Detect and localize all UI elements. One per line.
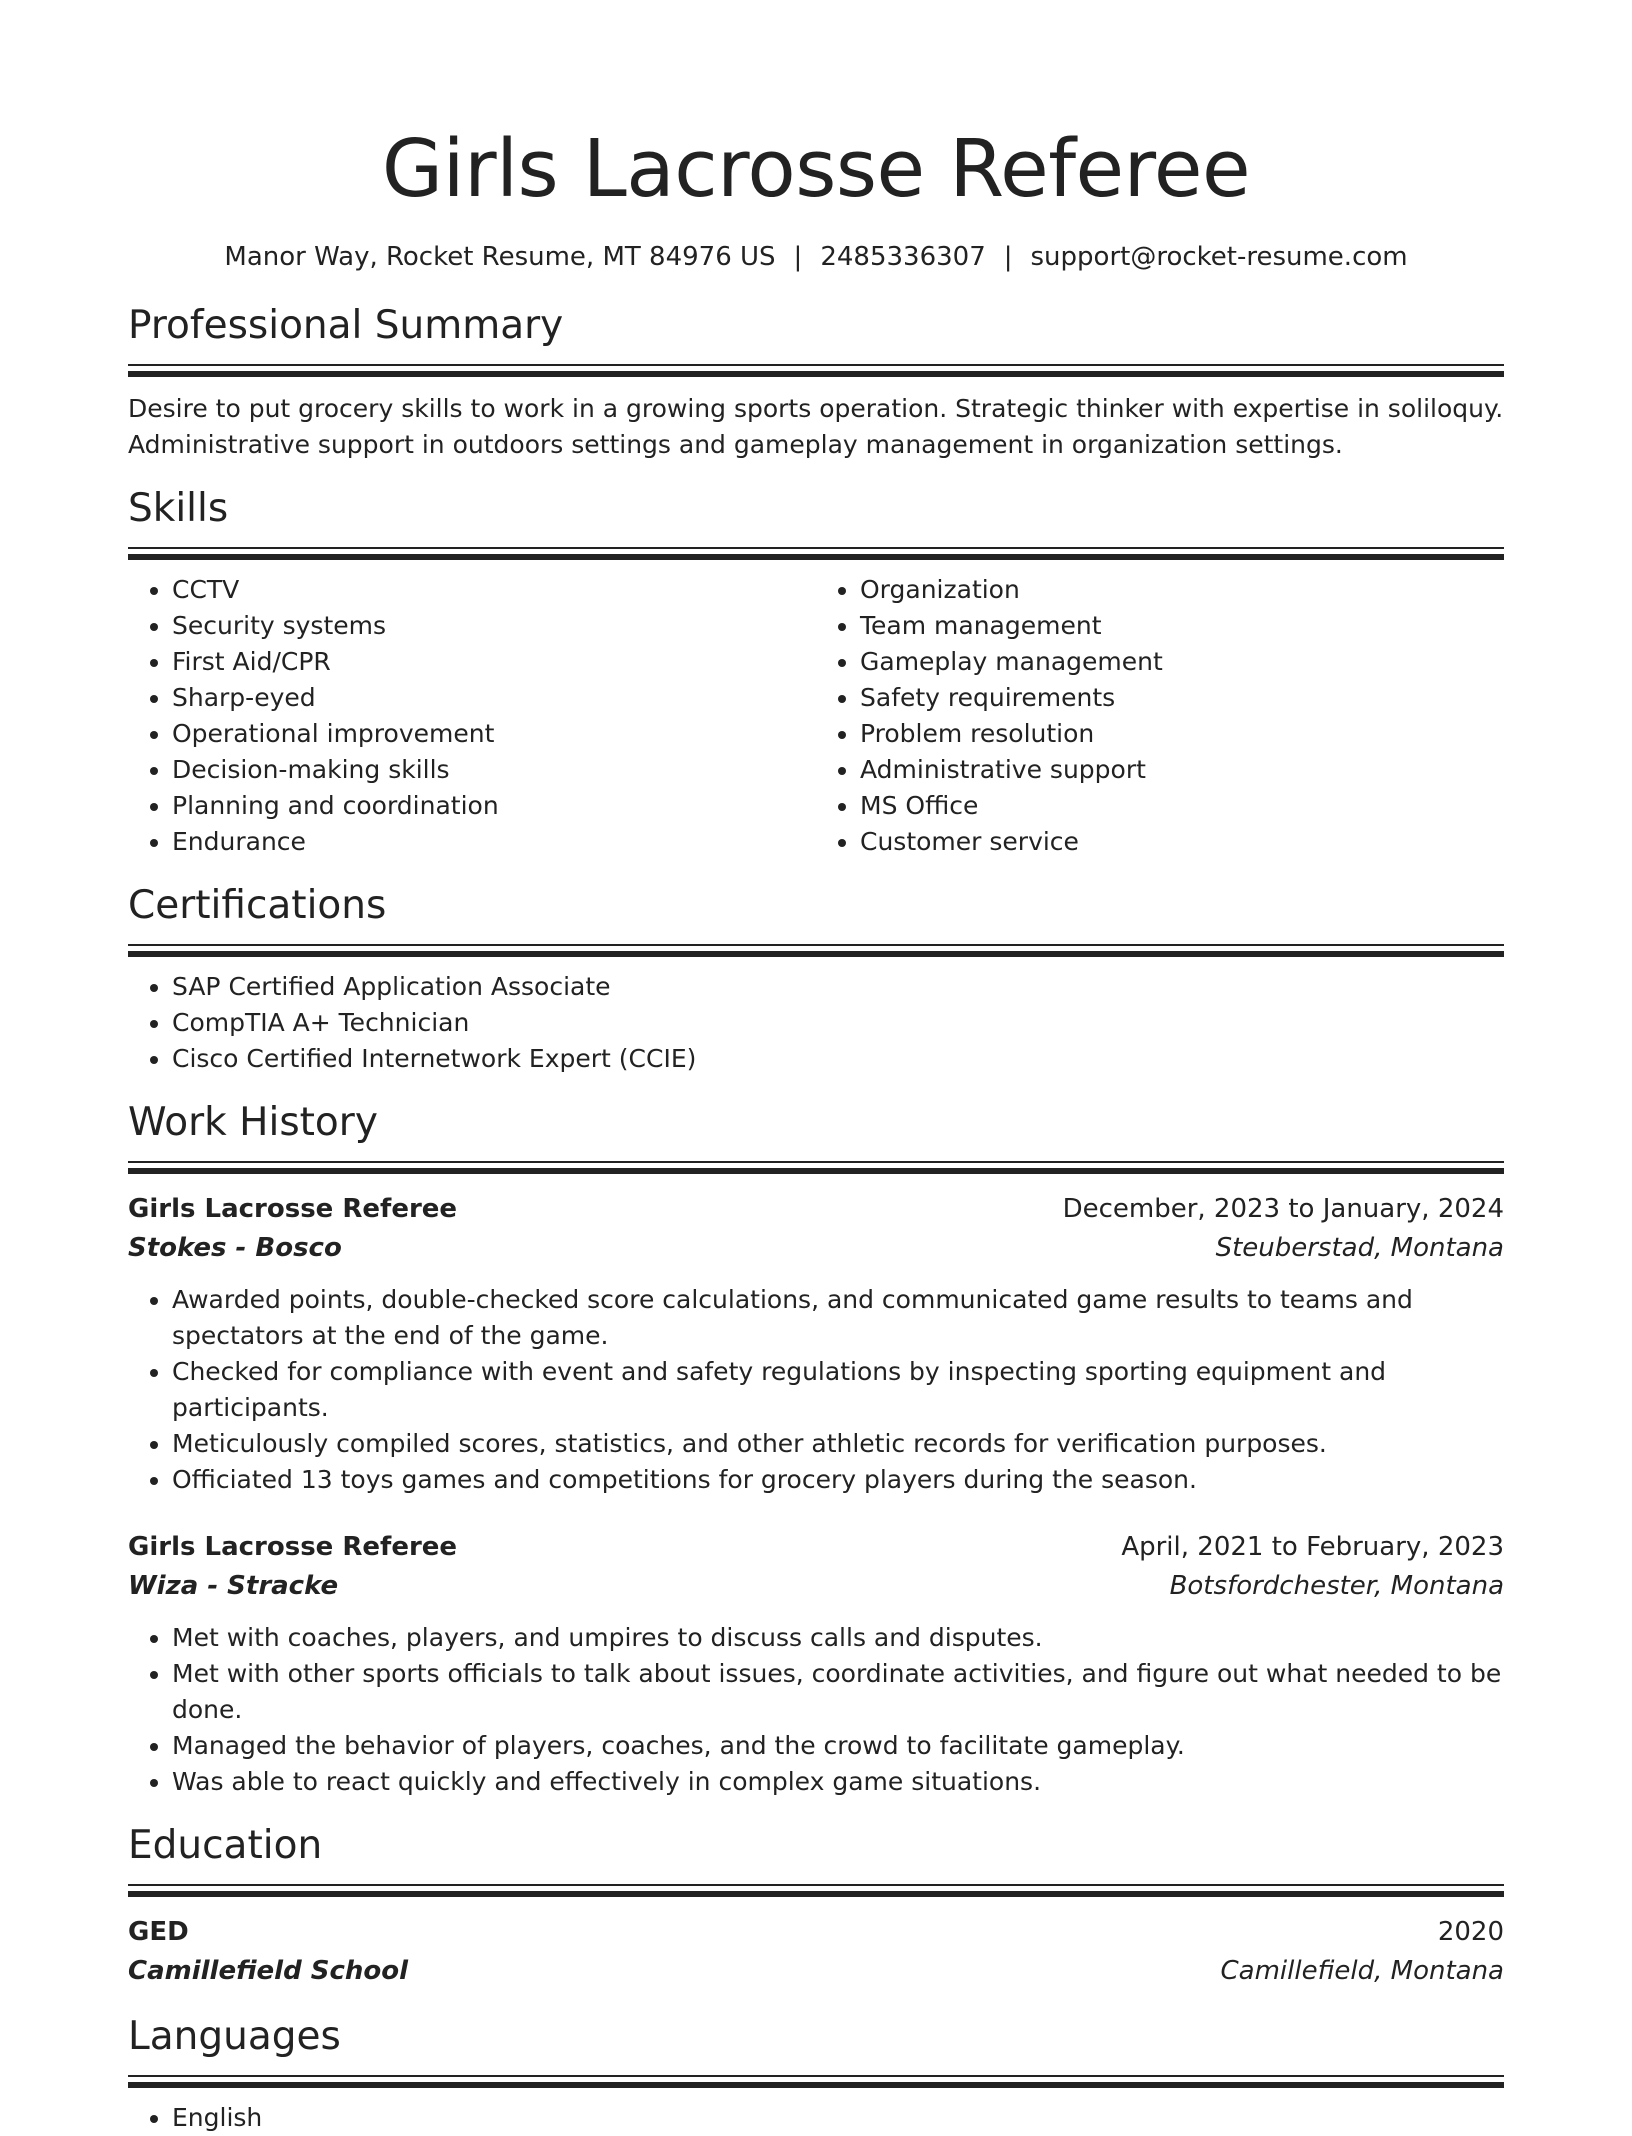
skill-item: • Organization [860,572,1504,608]
job-location: Steuberstad, Montana [1215,1233,1504,1263]
contact-line [128,240,1504,274]
contact-address: Manor Way, Rocket Resume, MT 84976 US [224,242,776,272]
skills-section [128,485,1504,860]
skill-item: • Problem resolution [860,716,1504,752]
job-duty: • Met with coaches, players, and umpires to discuss calls and disputes. [172,1620,1504,1656]
job-duty: • Managed the behavior of players, coaches, and the crowd to facilitate gameplay. [172,1728,1504,1764]
skill-item: • CCTV [172,572,816,608]
job-title: Girls Lacrosse Referee [128,1194,458,1224]
job-duty: • Met with other sports officials to talk about issues, coordinate activities, and figure out what needed to be done. [172,1656,1504,1728]
job-location: Botsfordchester, Montana [1169,1571,1504,1601]
work-history-heading: Work History [128,1100,378,1145]
skills-list-right [816,572,1504,860]
job-dates: December, 2023 to January, 2024 [1062,1194,1504,1224]
skill-item: • First Aid/CPR [172,644,816,680]
certification-item: • CompTIA A+ Technician [172,1005,1504,1041]
job-duty: • Officiated 13 toys games and competitions for grocery players during the season. [172,1462,1504,1498]
job-entry [128,1190,1504,1498]
skill-item: • Customer service [860,824,1504,860]
job-title: Girls Lacrosse Referee [128,1532,458,1562]
languages-heading: Languages [128,2014,341,2059]
skills-list-left [128,572,816,860]
job-header [128,1190,1504,1228]
education-degree: GED [128,1917,189,1947]
education-section [128,1822,1504,1991]
summary-section [128,302,1504,463]
skill-item: • Security systems [172,608,816,644]
skill-item: • Team management [860,608,1504,644]
contact-phone: 2485336307 [820,242,986,272]
job-company: Stokes - Bosco [128,1233,342,1263]
skill-item: • MS Office [860,788,1504,824]
work-history-section [128,1099,1504,1800]
job-dates: April, 2021 to February, 2023 [1121,1532,1504,1562]
skill-item: • Sharp-eyed [172,680,816,716]
languages-section [128,2013,1504,2136]
skill-item: • Planning and coordination [172,788,816,824]
section-divider [128,944,1504,957]
job-header [128,1528,1504,1566]
section-divider [128,1884,1504,1897]
summary-heading: Professional Summary [128,303,564,348]
education-entry [128,1913,1504,1991]
education-subheader [128,1951,1504,1991]
contact-separator: | [793,242,803,272]
job-subheader [128,1566,1504,1606]
certification-item: • SAP Certified Application Associate [172,969,1504,1005]
section-divider [128,547,1504,560]
skill-item: • Gameplay management [860,644,1504,680]
contact-email: support@rocket-resume.com [1030,242,1408,272]
education-year: 2020 [1437,1917,1504,1947]
skill-item: • Administrative support [860,752,1504,788]
job-duty: • Checked for compliance with event and safety regulations by inspecting sporting equipment and participants. [172,1354,1504,1426]
skill-item: • Endurance [172,824,816,860]
job-subheader [128,1228,1504,1268]
languages-list [128,2100,1504,2136]
section-divider [128,364,1504,377]
skill-item: • Operational improvement [172,716,816,752]
certifications-heading: Certifications [128,883,387,928]
job-company: Wiza - Stracke [128,1571,339,1601]
job-duties [128,1620,1504,1800]
job-entry [128,1528,1504,1800]
skills-columns [128,572,1504,860]
education-heading: Education [128,1823,323,1868]
certification-item: • Cisco Certified Internetwork Expert (CCIE) [172,1041,1504,1077]
section-divider [128,2075,1504,2088]
certifications-section [128,882,1504,1077]
job-duty: • Was able to react quickly and effectively in complex game situations. [172,1764,1504,1800]
section-divider [128,1161,1504,1174]
contact-separator: | [1003,242,1013,272]
education-school: Camillefield School [128,1956,409,1986]
job-duty: • Awarded points, double-checked score calculations, and communicated game results to teams and spectators at the end of the game. [172,1282,1504,1354]
job-duties [128,1282,1504,1498]
job-duty: • Meticulously compiled scores, statistics, and other athletic records for verification purposes. [172,1426,1504,1462]
education-location: Camillefield, Montana [1220,1956,1504,1986]
resume-name: Girls Lacrosse Referee [381,123,1251,215]
language-item: • English [172,2100,1504,2136]
summary-text: Desire to put grocery skills to work in a growing sports operation. Strategic thinker with expertise in soliloquy. Administrative support in outdoors settings and gameplay management in organization settings. [128,394,1504,459]
certifications-list [128,969,1504,1077]
skills-heading: Skills [128,486,229,531]
skill-item: • Safety requirements [860,680,1504,716]
skill-item: • Decision-making skills [172,752,816,788]
education-header [128,1913,1504,1951]
